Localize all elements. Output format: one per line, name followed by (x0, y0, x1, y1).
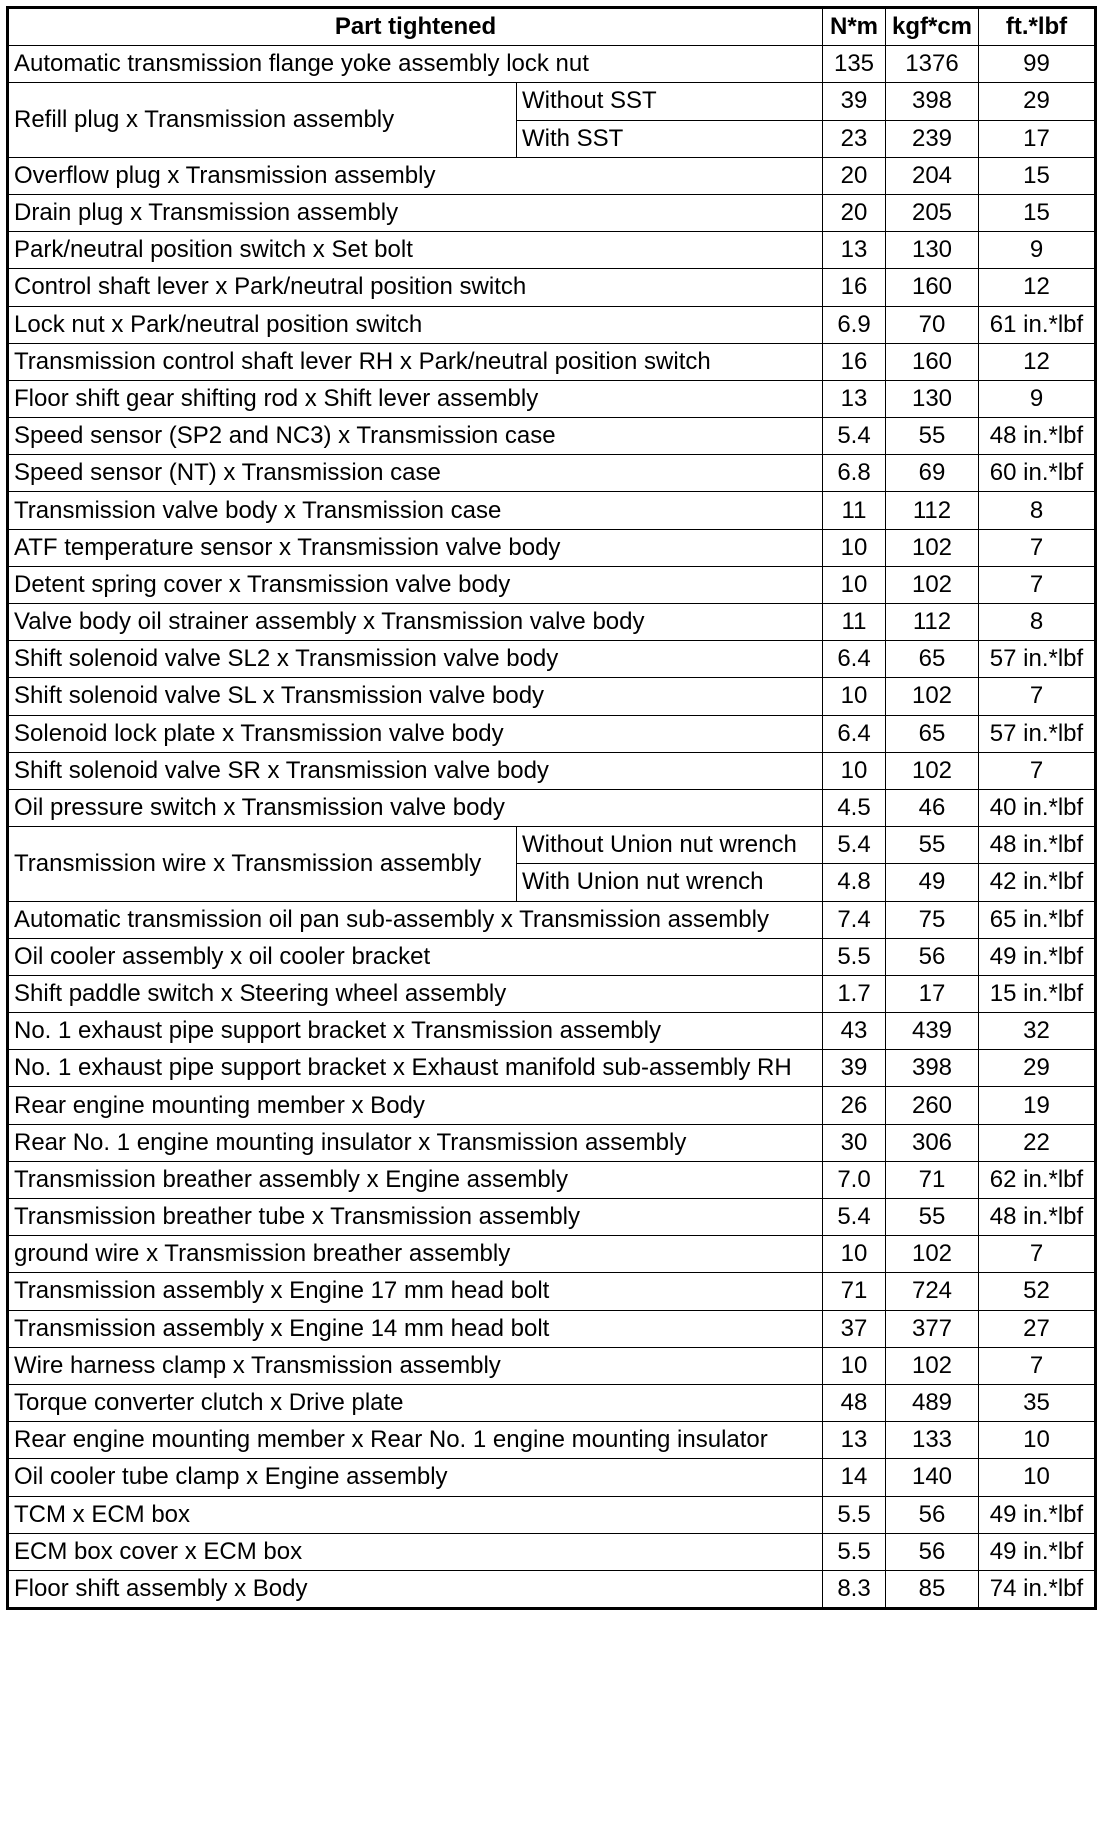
torque-kgf-cm-cell: 489 (886, 1384, 979, 1421)
torque-nm-cell: 10 (823, 1236, 886, 1273)
table-row (8, 1124, 1096, 1161)
torque-kgf-cm-cell: 56 (886, 1496, 979, 1533)
torque-ft-lbf-cell: 10 (979, 1459, 1096, 1496)
table-row (8, 975, 1096, 1012)
part-name-cell: Wire harness clamp x Transmission assembly (8, 1347, 823, 1384)
table-row (8, 1273, 1096, 1310)
torque-kgf-cm-cell: 133 (886, 1422, 979, 1459)
torque-nm-cell: 11 (823, 604, 886, 641)
torque-kgf-cm-cell: 112 (886, 604, 979, 641)
torque-ft-lbf-cell: 7 (979, 678, 1096, 715)
part-name-cell: Floor shift gear shifting rod x Shift lever assembly (8, 380, 823, 417)
torque-nm-cell: 6.4 (823, 715, 886, 752)
torque-kgf-cm-cell: 49 (886, 864, 979, 901)
table-row (8, 1236, 1096, 1273)
torque-ft-lbf-cell: 9 (979, 380, 1096, 417)
torque-kgf-cm-cell: 55 (886, 1199, 979, 1236)
torque-kgf-cm-cell: 102 (886, 752, 979, 789)
torque-kgf-cm-cell: 102 (886, 529, 979, 566)
table-row (8, 1050, 1096, 1087)
torque-nm-cell: 39 (823, 83, 886, 120)
part-name-cell: Shift solenoid valve SL2 x Transmission valve body (8, 641, 823, 678)
part-name-cell: TCM x ECM box (8, 1496, 823, 1533)
torque-ft-lbf-cell: 57 in.*lbf (979, 641, 1096, 678)
table-row (8, 789, 1096, 826)
torque-kgf-cm-cell: 377 (886, 1310, 979, 1347)
table-row (8, 1459, 1096, 1496)
torque-ft-lbf-cell: 49 in.*lbf (979, 1533, 1096, 1570)
torque-nm-cell: 8.3 (823, 1570, 886, 1608)
torque-ft-lbf-cell: 7 (979, 752, 1096, 789)
part-name-cell: Valve body oil strainer assembly x Transmission valve body (8, 604, 823, 641)
table-row (8, 269, 1096, 306)
torque-kgf-cm-cell: 160 (886, 343, 979, 380)
part-name-cell: Overflow plug x Transmission assembly (8, 157, 823, 194)
torque-nm-cell: 7.0 (823, 1161, 886, 1198)
torque-kgf-cm-cell: 112 (886, 492, 979, 529)
table-row (8, 1347, 1096, 1384)
torque-kgf-cm-cell: 140 (886, 1459, 979, 1496)
table-row (8, 938, 1096, 975)
torque-ft-lbf-cell: 8 (979, 492, 1096, 529)
table-row (8, 306, 1096, 343)
torque-nm-cell: 14 (823, 1459, 886, 1496)
part-name-cell: Solenoid lock plate x Transmission valve body (8, 715, 823, 752)
torque-kgf-cm-cell: 46 (886, 789, 979, 826)
torque-kgf-cm-cell: 204 (886, 157, 979, 194)
condition-cell: Without Union nut wrench (517, 827, 823, 864)
torque-ft-lbf-cell: 49 in.*lbf (979, 1496, 1096, 1533)
part-name-cell: Shift solenoid valve SL x Transmission valve body (8, 678, 823, 715)
torque-kgf-cm-cell: 398 (886, 1050, 979, 1087)
torque-nm-cell: 5.4 (823, 827, 886, 864)
torque-spec-sheet (6, 6, 1094, 1610)
torque-ft-lbf-cell: 35 (979, 1384, 1096, 1421)
torque-ft-lbf-cell: 74 in.*lbf (979, 1570, 1096, 1608)
table-row (8, 529, 1096, 566)
torque-ft-lbf-cell: 15 (979, 157, 1096, 194)
torque-ft-lbf-cell: 7 (979, 1347, 1096, 1384)
torque-kgf-cm-cell: 205 (886, 194, 979, 231)
torque-nm-cell: 37 (823, 1310, 886, 1347)
torque-nm-cell: 13 (823, 380, 886, 417)
part-name-cell: Automatic transmission flange yoke assembly lock nut (8, 46, 823, 83)
torque-kgf-cm-cell: 71 (886, 1161, 979, 1198)
table-row (8, 1013, 1096, 1050)
torque-nm-cell: 20 (823, 157, 886, 194)
torque-kgf-cm-cell: 17 (886, 975, 979, 1012)
torque-ft-lbf-cell: 62 in.*lbf (979, 1161, 1096, 1198)
torque-ft-lbf-cell: 99 (979, 46, 1096, 83)
torque-nm-cell: 13 (823, 232, 886, 269)
part-name-cell: Automatic transmission oil pan sub-assembly x Transmission assembly (8, 901, 823, 938)
part-name-cell: Control shaft lever x Park/neutral position switch (8, 269, 823, 306)
torque-kgf-cm-cell: 69 (886, 455, 979, 492)
torque-kgf-cm-cell: 65 (886, 641, 979, 678)
torque-nm-cell: 1.7 (823, 975, 886, 1012)
torque-kgf-cm-cell: 239 (886, 120, 979, 157)
header-kgf-cm: kgf*cm (886, 8, 979, 46)
table-row (8, 1199, 1096, 1236)
part-name-cell: Shift paddle switch x Steering wheel assembly (8, 975, 823, 1012)
torque-kgf-cm-cell: 306 (886, 1124, 979, 1161)
header-row (8, 8, 1096, 46)
torque-ft-lbf-cell: 7 (979, 529, 1096, 566)
table-row (8, 1422, 1096, 1459)
torque-ft-lbf-cell: 8 (979, 604, 1096, 641)
table-row (8, 604, 1096, 641)
torque-kgf-cm-cell: 130 (886, 232, 979, 269)
part-name-cell: No. 1 exhaust pipe support bracket x Exhaust manifold sub-assembly RH (8, 1050, 823, 1087)
torque-nm-cell: 39 (823, 1050, 886, 1087)
part-name-cell: Rear No. 1 engine mounting insulator x Transmission assembly (8, 1124, 823, 1161)
table-row (8, 343, 1096, 380)
torque-ft-lbf-cell: 42 in.*lbf (979, 864, 1096, 901)
torque-kgf-cm-cell: 102 (886, 1347, 979, 1384)
part-name-cell: Transmission wire x Transmission assembly (8, 827, 517, 901)
table-row (8, 1161, 1096, 1198)
part-name-cell: Park/neutral position switch x Set bolt (8, 232, 823, 269)
torque-ft-lbf-cell: 48 in.*lbf (979, 418, 1096, 455)
torque-nm-cell: 6.4 (823, 641, 886, 678)
torque-ft-lbf-cell: 48 in.*lbf (979, 827, 1096, 864)
table-row (8, 715, 1096, 752)
table-row (8, 1570, 1096, 1608)
torque-ft-lbf-cell: 27 (979, 1310, 1096, 1347)
torque-ft-lbf-cell: 61 in.*lbf (979, 306, 1096, 343)
header-part-tightened: Part tightened (8, 8, 823, 46)
torque-ft-lbf-cell: 19 (979, 1087, 1096, 1124)
torque-kgf-cm-cell: 56 (886, 938, 979, 975)
part-name-cell: Transmission valve body x Transmission case (8, 492, 823, 529)
table-row (8, 418, 1096, 455)
torque-nm-cell: 5.5 (823, 938, 886, 975)
part-name-cell: Transmission assembly x Engine 14 mm head bolt (8, 1310, 823, 1347)
header-ft-lbf: ft.*lbf (979, 8, 1096, 46)
part-name-cell: Lock nut x Park/neutral position switch (8, 306, 823, 343)
torque-nm-cell: 10 (823, 678, 886, 715)
torque-kgf-cm-cell: 102 (886, 566, 979, 603)
torque-ft-lbf-cell: 48 in.*lbf (979, 1199, 1096, 1236)
torque-ft-lbf-cell: 29 (979, 1050, 1096, 1087)
torque-nm-cell: 6.8 (823, 455, 886, 492)
table-row (8, 641, 1096, 678)
table-row (8, 1496, 1096, 1533)
table-row (8, 46, 1096, 83)
part-name-cell: Refill plug x Transmission assembly (8, 83, 517, 157)
torque-nm-cell: 30 (823, 1124, 886, 1161)
part-name-cell: Detent spring cover x Transmission valve body (8, 566, 823, 603)
part-name-cell: ground wire x Transmission breather assembly (8, 1236, 823, 1273)
condition-cell: With Union nut wrench (517, 864, 823, 901)
torque-ft-lbf-cell: 40 in.*lbf (979, 789, 1096, 826)
part-name-cell: Drain plug x Transmission assembly (8, 194, 823, 231)
part-name-cell: Transmission assembly x Engine 17 mm head bolt (8, 1273, 823, 1310)
torque-ft-lbf-cell: 32 (979, 1013, 1096, 1050)
torque-nm-cell: 16 (823, 343, 886, 380)
part-name-cell: Oil pressure switch x Transmission valve body (8, 789, 823, 826)
torque-nm-cell: 16 (823, 269, 886, 306)
torque-kgf-cm-cell: 55 (886, 418, 979, 455)
torque-kgf-cm-cell: 1376 (886, 46, 979, 83)
condition-cell: With SST (517, 120, 823, 157)
torque-ft-lbf-cell: 12 (979, 343, 1096, 380)
torque-nm-cell: 4.8 (823, 864, 886, 901)
torque-ft-lbf-cell: 49 in.*lbf (979, 938, 1096, 975)
part-name-cell: Oil cooler assembly x oil cooler bracket (8, 938, 823, 975)
torque-ft-lbf-cell: 29 (979, 83, 1096, 120)
torque-nm-cell: 7.4 (823, 901, 886, 938)
torque-kgf-cm-cell: 439 (886, 1013, 979, 1050)
torque-nm-cell: 20 (823, 194, 886, 231)
torque-ft-lbf-cell: 7 (979, 1236, 1096, 1273)
torque-ft-lbf-cell: 7 (979, 566, 1096, 603)
torque-kgf-cm-cell: 85 (886, 1570, 979, 1608)
torque-nm-cell: 23 (823, 120, 886, 157)
part-name-cell: Rear engine mounting member x Body (8, 1087, 823, 1124)
torque-nm-cell: 5.5 (823, 1496, 886, 1533)
table-row (8, 827, 1096, 864)
part-name-cell: Transmission control shaft lever RH x Park/neutral position switch (8, 343, 823, 380)
torque-kgf-cm-cell: 56 (886, 1533, 979, 1570)
torque-nm-cell: 6.9 (823, 306, 886, 343)
part-name-cell: ECM box cover x ECM box (8, 1533, 823, 1570)
torque-nm-cell: 10 (823, 1347, 886, 1384)
part-name-cell: Shift solenoid valve SR x Transmission valve body (8, 752, 823, 789)
table-row (8, 752, 1096, 789)
torque-ft-lbf-cell: 52 (979, 1273, 1096, 1310)
torque-ft-lbf-cell: 10 (979, 1422, 1096, 1459)
part-name-cell: Transmission breather tube x Transmission assembly (8, 1199, 823, 1236)
torque-nm-cell: 10 (823, 529, 886, 566)
table-row (8, 194, 1096, 231)
table-row (8, 1533, 1096, 1570)
part-name-cell: Speed sensor (NT) x Transmission case (8, 455, 823, 492)
torque-ft-lbf-cell: 17 (979, 120, 1096, 157)
torque-nm-cell: 5.4 (823, 1199, 886, 1236)
table-row (8, 1384, 1096, 1421)
torque-kgf-cm-cell: 130 (886, 380, 979, 417)
table-body (8, 46, 1096, 1609)
torque-ft-lbf-cell: 60 in.*lbf (979, 455, 1096, 492)
part-name-cell: Rear engine mounting member x Rear No. 1 engine mounting insulator (8, 1422, 823, 1459)
torque-nm-cell: 10 (823, 752, 886, 789)
torque-nm-cell: 5.4 (823, 418, 886, 455)
table-row (8, 455, 1096, 492)
torque-kgf-cm-cell: 75 (886, 901, 979, 938)
torque-nm-cell: 71 (823, 1273, 886, 1310)
table-row (8, 901, 1096, 938)
torque-nm-cell: 26 (823, 1087, 886, 1124)
torque-nm-cell: 5.5 (823, 1533, 886, 1570)
torque-kgf-cm-cell: 724 (886, 1273, 979, 1310)
condition-cell: Without SST (517, 83, 823, 120)
torque-kgf-cm-cell: 260 (886, 1087, 979, 1124)
torque-kgf-cm-cell: 398 (886, 83, 979, 120)
torque-kgf-cm-cell: 102 (886, 1236, 979, 1273)
torque-kgf-cm-cell: 160 (886, 269, 979, 306)
table-row (8, 1087, 1096, 1124)
torque-ft-lbf-cell: 15 in.*lbf (979, 975, 1096, 1012)
table-row (8, 157, 1096, 194)
torque-nm-cell: 135 (823, 46, 886, 83)
torque-nm-cell: 13 (823, 1422, 886, 1459)
table-row (8, 380, 1096, 417)
part-name-cell: Oil cooler tube clamp x Engine assembly (8, 1459, 823, 1496)
table-row (8, 1310, 1096, 1347)
table-row (8, 678, 1096, 715)
torque-nm-cell: 10 (823, 566, 886, 603)
torque-ft-lbf-cell: 9 (979, 232, 1096, 269)
torque-ft-lbf-cell: 15 (979, 194, 1096, 231)
torque-nm-cell: 11 (823, 492, 886, 529)
table-row (8, 566, 1096, 603)
part-name-cell: Torque converter clutch x Drive plate (8, 1384, 823, 1421)
part-name-cell: Floor shift assembly x Body (8, 1570, 823, 1608)
torque-kgf-cm-cell: 102 (886, 678, 979, 715)
torque-ft-lbf-cell: 65 in.*lbf (979, 901, 1096, 938)
table-row (8, 83, 1096, 120)
torque-kgf-cm-cell: 55 (886, 827, 979, 864)
torque-ft-lbf-cell: 22 (979, 1124, 1096, 1161)
torque-nm-cell: 48 (823, 1384, 886, 1421)
table-row (8, 232, 1096, 269)
torque-kgf-cm-cell: 65 (886, 715, 979, 752)
torque-nm-cell: 43 (823, 1013, 886, 1050)
table-row (8, 492, 1096, 529)
part-name-cell: ATF temperature sensor x Transmission valve body (8, 529, 823, 566)
torque-nm-cell: 4.5 (823, 789, 886, 826)
part-name-cell: Transmission breather assembly x Engine assembly (8, 1161, 823, 1198)
header-nm: N*m (823, 8, 886, 46)
part-name-cell: No. 1 exhaust pipe support bracket x Transmission assembly (8, 1013, 823, 1050)
torque-kgf-cm-cell: 70 (886, 306, 979, 343)
part-name-cell: Speed sensor (SP2 and NC3) x Transmission case (8, 418, 823, 455)
torque-table (6, 6, 1097, 1610)
torque-ft-lbf-cell: 12 (979, 269, 1096, 306)
torque-ft-lbf-cell: 57 in.*lbf (979, 715, 1096, 752)
